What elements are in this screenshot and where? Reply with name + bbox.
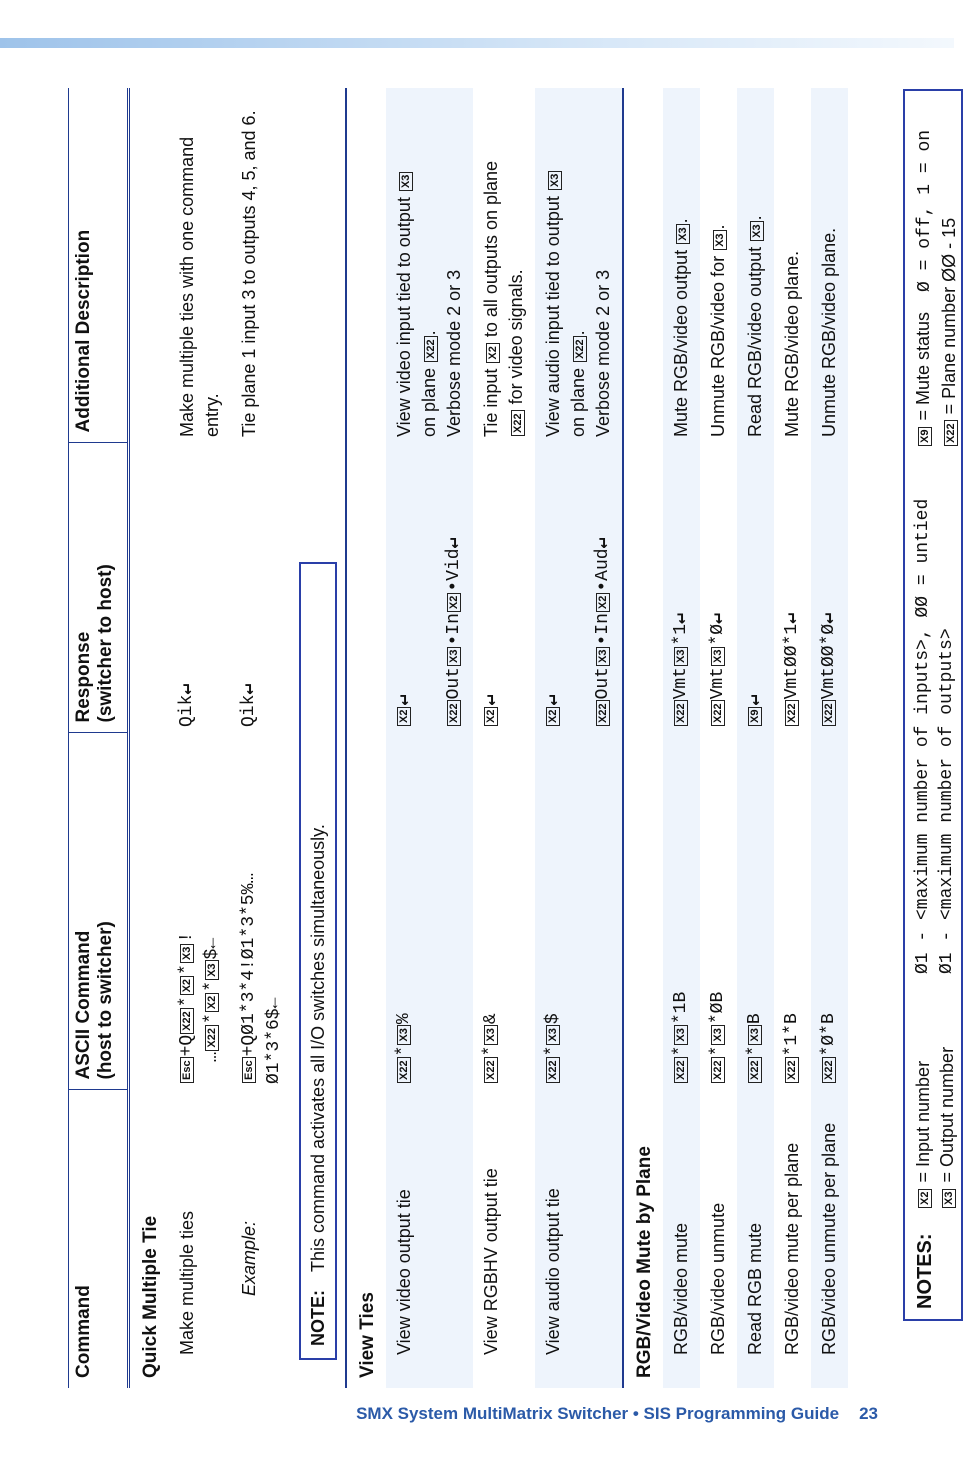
table-row: View video output tie X22*X3% X2↵ X22OutX3•InX2•Vid↵ View video input tied to output X3 on plane X22. Verbose mode 2 or 3 [386, 88, 473, 1388]
table-row: View RGBHV output tie X22*X3& X2↵ Tie input X2 to all outputs on plane X22 for video signals. [481, 160, 526, 1355]
header-ascii: ASCII Command (host to switcher) [69, 733, 129, 1090]
header-response: Response (switcher to host) [69, 443, 129, 733]
page-number: 23 [859, 1404, 878, 1423]
header-description: Additional Description [69, 88, 129, 443]
section-rgb-video-mute: RGB/Video Mute by Plane [623, 88, 663, 1388]
table-row: Read RGB mute X22*X3B X9↵ Read RGB/video output X3. [737, 88, 774, 1388]
table-row: View audio output tie X22*X3$ X2↵ X22OutX3•InX2•Aud↵ View audio input tied to output X3 on plane X22. Verbose mode 2 or 3 [535, 88, 623, 1388]
table-row: RGB/video mute X22*X3*1B X22VmtX3*1↵ Mute RGB/video output X3. [663, 88, 700, 1388]
section-view-ties: View Ties [346, 88, 386, 1388]
notes-box: NOTES: X2 = Input number X3 = Output number Ø1 - <maximum number of inputs>, ØØ = untied Ø1 - <maximum number of outputs> X9 = Mute status Ø = off, 1 = on X22 = Plane number ØØ - 15 [903, 89, 963, 1321]
note-box: NOTE:This command activates all I/O switches simultaneously. [299, 562, 337, 1360]
page-footer: SMX System MultiMatrix Switcher • SIS Programming Guide 23 [356, 1404, 878, 1423]
notes-legend-3: X9 = Mute status Ø = off, 1 = on X22 = Plane number ØØ - 15 [911, 130, 961, 447]
header-command: Command [69, 1090, 129, 1388]
command-table [68, 88, 848, 1388]
notes-legend-1: X2 = Input number X3 = Output number [911, 1047, 959, 1209]
rotated-page-content [68, 88, 959, 1388]
table-row: RGB/video unmute X22*X3*ØB X22VmtX3*Ø↵ Unmute RGB/video for X3. [708, 224, 728, 1355]
table-row: Make multiple ties Esc+QX22*X2*X3! …X22*X2*X3$← Qik↵ Make multiple ties with one command entry. [177, 136, 222, 1355]
table-header [69, 88, 129, 1388]
table-row: RGB/video mute per plane X22*1*B X22VmtØØ*1↵ Mute RGB/video plane. [782, 250, 802, 1355]
table-row: Example: Esc+QØ1*3*4!Ø1*3*5%… Ø1*3*6$← Qik↵ Tie plane 1 input 3 to outputs 4, 5, and 6. [239, 110, 284, 1296]
top-accent-bar [0, 38, 954, 48]
table-row: RGB/video unmute per plane X22*Ø*B X22VmtØØ*Ø↵ Unmute RGB/video plane. [811, 88, 848, 1388]
section-quick-multiple-tie: Quick Multiple Tie [129, 88, 170, 1388]
notes-legend-2: Ø1 - <maximum number of inputs>, ØØ = untied Ø1 - <maximum number of outputs> [913, 498, 957, 974]
